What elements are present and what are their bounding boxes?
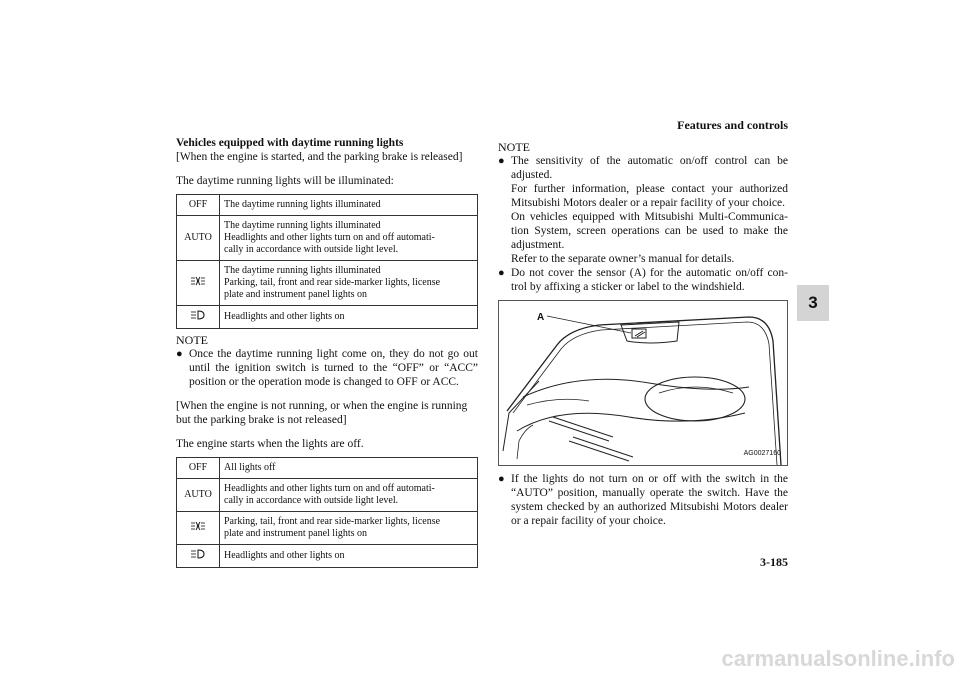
- chapter-tab: 3: [797, 285, 829, 321]
- table-row: [177, 195, 478, 216]
- note-bullet-sensor: [498, 266, 788, 294]
- switch-position-cell: [177, 512, 220, 545]
- table-row: [177, 458, 478, 479]
- page-number: 3-185: [760, 555, 788, 569]
- bullet-icon: ●: [498, 267, 505, 279]
- condition-text: [When the engine is started, and the parking brake is released]: [176, 151, 463, 163]
- bullet-icon: ●: [498, 473, 505, 485]
- bullet-icon: ●: [498, 155, 505, 167]
- condition-text-2: [When the engine is not running, or when the engine is running but the parking brake is not released]: [176, 400, 468, 426]
- watermark: carmanualsonline.info: [721, 646, 955, 671]
- light-status-cell: All lights off: [220, 458, 478, 479]
- switch-position-cell: OFF: [177, 458, 220, 479]
- switch-position-cell: AUTO: [177, 216, 220, 261]
- parking-light-icon: [190, 276, 206, 290]
- note-label: NOTE: [176, 333, 208, 347]
- intro-text: The daytime running lights will be illuminated:: [176, 175, 394, 187]
- figure-code: AG0027160: [743, 450, 781, 457]
- switch-position-cell: [177, 545, 220, 568]
- light-status-cell: The daytime running lights illuminated Parking, tail, front and rear side-marker lights, license plate and instrument panel lights on: [220, 261, 478, 306]
- bullet-icon: ●: [176, 348, 183, 360]
- switch-position-cell: [177, 261, 220, 306]
- sensor-label: A: [537, 312, 545, 323]
- windshield-illustration: [499, 301, 787, 465]
- note-text-sensitivity: The sensitivity of the automatic on/off control can be adjusted. For further information, please contact your authorized Mitsubishi Motors dealer or a repair facility of your choice. On vehicles equipped with Mitsubishi Multi-Communica-tion System, screen operations can be used to make the adjustment. Refer to the separate owner’s manual for details.: [511, 155, 788, 265]
- note-text: Once the daytime running light come on, they do not go out until the ignition switch is turned to the “OFF” or “ACC” position or the operation mode is changed to OFF or ACC.: [189, 348, 478, 388]
- section-heading: Vehicles equipped with daytime running lights: [176, 137, 404, 149]
- table-row: [177, 306, 478, 329]
- headlight-icon: [190, 549, 206, 563]
- windshield-figure: [498, 300, 788, 466]
- table-row: [177, 545, 478, 568]
- section-title: Features and controls: [677, 118, 788, 132]
- parking-light-icon: [190, 521, 206, 535]
- table-row: [177, 512, 478, 545]
- light-status-cell: The daytime running lights illuminated: [220, 195, 478, 216]
- switch-position-cell: OFF: [177, 195, 220, 216]
- table-row: [177, 479, 478, 512]
- table-row: [177, 261, 478, 306]
- switch-position-cell: [177, 306, 220, 329]
- light-status-cell: Headlights and other lights turn on and off automati- cally in accordance with outside light level.: [220, 479, 478, 512]
- intro-text-2: The engine starts when the lights are off.: [176, 438, 364, 450]
- light-status-cell: The daytime running lights illuminated Headlights and other lights turn on and off automati- cally in accordance with outside light level.: [220, 216, 478, 261]
- switch-position-cell: AUTO: [177, 479, 220, 512]
- light-switch-table-stopped: [176, 457, 478, 568]
- right-column: [498, 140, 788, 528]
- light-switch-table-running: [176, 194, 478, 329]
- left-column: [176, 136, 478, 568]
- table-row: [177, 216, 478, 261]
- note-text-manual: If the lights do not turn on or off with the switch in the “AUTO” position, manually operate the switch. Have the system checked by an authorized Mitsubishi Motors dealer or a repair facility of your choice.: [511, 473, 788, 527]
- note-bullet-sensitivity: [498, 154, 788, 266]
- light-status-cell: Parking, tail, front and rear side-marker lights, license plate and instrument panel lights on: [220, 512, 478, 545]
- headlight-icon: [190, 310, 206, 324]
- note-bullet: [176, 347, 478, 389]
- note-text-sensor: Do not cover the sensor (A) for the automatic on/off con-trol by affixing a sticker or label to the windshield.: [511, 267, 788, 293]
- light-status-cell: Headlights and other lights on: [220, 306, 478, 329]
- note-bullet-manual: [498, 472, 788, 528]
- light-status-cell: Headlights and other lights on: [220, 545, 478, 568]
- note-label-right: NOTE: [498, 140, 530, 154]
